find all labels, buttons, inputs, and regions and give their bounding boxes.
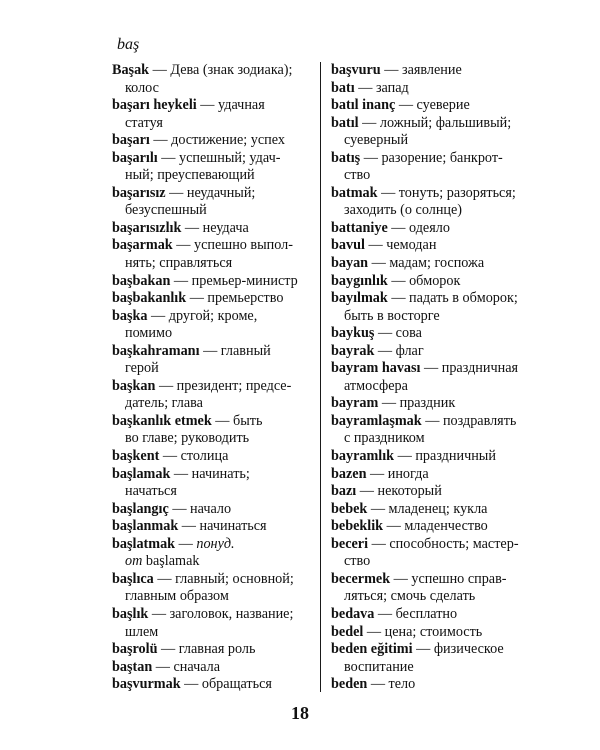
entry-definition: — достижение; успех (149, 132, 285, 149)
entry-definition: — падать в обморок; (387, 290, 518, 307)
entry-headword: başarılı (112, 149, 158, 166)
entry-definition: главным образом (125, 588, 229, 605)
dictionary-entry (331, 290, 536, 325)
entry-definition: — президент; предсе- (155, 377, 292, 394)
entry-grammar-note: от (125, 553, 143, 570)
entry-headword: bazı (331, 483, 357, 500)
entry-definition: — запад (354, 79, 409, 96)
entry-definition: — заявление (380, 62, 462, 78)
dictionary-entry (112, 343, 317, 378)
entry-grammar-note: понуд. (196, 535, 235, 552)
dictionary-entry (331, 483, 536, 501)
entry-headword: bayrak (331, 342, 375, 359)
entry-definition: нять; справляться (125, 255, 233, 272)
entry-headword: beceri (331, 535, 369, 552)
left-column (112, 62, 317, 694)
dictionary-entry (331, 97, 536, 115)
entry-definition: безуспешный (125, 202, 207, 219)
entry-headword: batış (331, 149, 361, 166)
entry-definition: — главная роль (157, 641, 256, 658)
page-number: 18 (291, 703, 309, 723)
entry-definition: колос (125, 79, 159, 96)
entry-headword: becermek (331, 570, 391, 587)
entry-headword: bedel (331, 623, 364, 640)
entry-definition: суеверный (344, 132, 409, 149)
entry-headword: başvuru (331, 62, 381, 78)
entry-headword: bazen (331, 465, 367, 482)
entry-definition: — цена; стоимость (363, 623, 483, 640)
dictionary-entry (331, 395, 536, 413)
entry-definition: герой (125, 360, 159, 377)
entry-definition: — тело (367, 676, 416, 693)
entry-definition: — физическое (412, 641, 504, 658)
entry-headword: bayram (331, 395, 379, 412)
entry-headword: başlangıç (112, 500, 169, 517)
dictionary-entry (331, 448, 536, 466)
dictionary-entry (331, 325, 536, 343)
right-column (331, 62, 536, 694)
entry-definition: — способность; мастер- (368, 535, 519, 552)
dictionary-entry (112, 659, 317, 677)
dictionary-entry (331, 606, 536, 624)
entry-definition: — столица (159, 448, 229, 465)
entry-headword: başlanmak (112, 518, 179, 535)
dictionary-entry (112, 185, 317, 220)
entry-definition: датель; глава (125, 395, 203, 412)
entry-headword: bebek (331, 500, 368, 517)
entry-headword: başbakan (112, 272, 171, 289)
entry-definition: — иногда (366, 465, 429, 482)
entry-definition: — неудача (181, 219, 249, 236)
entry-definition: — другой; кроме, (147, 307, 258, 324)
entry-definition: — младенец; кукла (367, 500, 488, 517)
entry-definition: — некоторый (356, 483, 442, 500)
entry-definition: атмосфера (344, 377, 408, 394)
entry-definition: — чемодан (364, 237, 437, 254)
dictionary-entry (112, 676, 317, 694)
entry-definition: ный; преуспевающий (125, 167, 255, 184)
entry-headword: batıl (331, 114, 359, 131)
entry-definition: — поздравлять (421, 412, 517, 429)
dictionary-entry (331, 641, 536, 676)
entry-definition: ляться; смочь сделать (344, 588, 476, 605)
column-divider (320, 62, 321, 692)
entry-definition: — начинать; (170, 465, 250, 482)
guide-word: baş (117, 36, 140, 53)
dictionary-entry (112, 606, 317, 641)
entry-definition: — премьерство (186, 290, 284, 307)
entry-headword: başlatmak (112, 535, 176, 552)
dictionary-entry (112, 290, 317, 308)
entry-definition: — начало (168, 500, 232, 517)
dictionary-entry (331, 343, 536, 361)
dictionary-entry (112, 150, 317, 185)
dictionary-entry (331, 413, 536, 448)
entry-definition: — (175, 535, 197, 552)
entry-definition: — сова (374, 325, 422, 342)
entry-definition: — разорение; банкрот- (360, 149, 503, 166)
entry-definition: статуя (125, 114, 163, 131)
entry-headword: bayan (331, 255, 369, 272)
entry-headword: başlamak (112, 465, 171, 482)
entry-headword: bedava (331, 605, 375, 622)
entry-headword: başvurmak (112, 676, 181, 693)
entry-headword: baştan (112, 658, 153, 675)
dictionary-entry (331, 115, 536, 150)
dictionary-entry (331, 360, 536, 395)
entry-definition: во главе; руководить (125, 430, 250, 447)
dictionary-entry (112, 220, 317, 238)
entry-headword: başarısız (112, 184, 166, 201)
entry-headword: bayılmak (331, 290, 388, 307)
dictionary-entry (112, 378, 317, 413)
dictionary-entry (112, 237, 317, 272)
entry-definition: — мадам; госпожа (368, 255, 485, 272)
entry-definition: — бесплатно (374, 605, 458, 622)
entry-definition: помимо (125, 325, 173, 342)
dictionary-entry (331, 237, 536, 255)
dictionary-entry (112, 448, 317, 466)
entry-definition: — праздничный (394, 448, 496, 465)
entry-definition: — праздник (378, 395, 456, 412)
dictionary-entry (331, 220, 536, 238)
entry-headword: başrolü (112, 641, 158, 658)
dictionary-entry (112, 641, 317, 659)
entry-headword: batmak (331, 184, 378, 201)
entry-headword: bayramlaşmak (331, 412, 422, 429)
entry-definition: ство (344, 167, 371, 184)
entry-definition: — обращаться (180, 676, 272, 693)
entry-headword: başarısızlık (112, 219, 182, 236)
dictionary-entry (331, 273, 536, 291)
entry-headword: başkan (112, 377, 156, 394)
entry-definition: начаться (125, 483, 177, 500)
entry-headword: başarı heykeli (112, 97, 197, 114)
dictionary-entry (331, 676, 536, 694)
entry-headword: batı (331, 79, 355, 96)
dictionary-entry (331, 150, 536, 185)
dictionary-entry (331, 624, 536, 642)
dictionary-entry (112, 97, 317, 132)
entry-definition: заходить (о солнце) (344, 202, 463, 219)
entry-definition: — флаг (374, 342, 424, 359)
entry-headword: bayramlık (331, 448, 395, 465)
dictionary-entry (331, 255, 536, 273)
dictionary-entry (331, 501, 536, 519)
entry-headword: beden eğitimi (331, 641, 413, 658)
entry-definition: — обморок (387, 272, 461, 289)
entry-headword: baygınlık (331, 272, 388, 289)
entry-definition: — ложный; фальшивый; (358, 114, 512, 131)
entry-headword: başkent (112, 448, 160, 465)
dictionary-entry (331, 536, 536, 571)
entry-headword: başlıca (112, 570, 154, 587)
entry-definition: — Дева (знак зодиака); (149, 62, 293, 78)
entry-headword: başka (112, 307, 148, 324)
dictionary-entry (331, 62, 536, 80)
entry-definition: с праздником (344, 430, 425, 447)
dictionary-entry (331, 571, 536, 606)
entry-definition: — суеверие (395, 97, 470, 114)
entry-definition: — премьер-министр (170, 272, 298, 289)
entry-definition: — успешно выпол- (172, 237, 293, 254)
dictionary-entry (331, 518, 536, 536)
entry-headword: başarmak (112, 237, 173, 254)
entry-definition: шлем (125, 623, 159, 640)
dictionary-entry (112, 132, 317, 150)
dictionary-entry (112, 466, 317, 501)
entry-headword: başkanlık etmek (112, 412, 212, 429)
entry-headword: bavul (331, 237, 365, 254)
entry-definition: — удачная (196, 97, 265, 114)
entry-headword: bebeklik (331, 518, 384, 535)
entry-headword: başkahramanı (112, 342, 200, 359)
dictionary-entry (112, 273, 317, 291)
dictionary-entry (331, 466, 536, 484)
entry-definition: — одеяло (387, 219, 450, 236)
entry-headword: başlık (112, 605, 149, 622)
entry-headword: batıl inanç (331, 97, 396, 114)
entry-definition: — быть (211, 412, 263, 429)
entry-definition: — тонуть; разоряться; (377, 184, 516, 201)
entry-definition: — праздничная (420, 360, 519, 377)
entry-definition: — главный (199, 342, 271, 359)
dictionary-entry (112, 518, 317, 536)
entry-headword: beden (331, 676, 368, 693)
entry-definition: — успешный; удач- (157, 149, 281, 166)
entry-headword: bayram havası (331, 360, 421, 377)
entry-headword: battaniye (331, 219, 388, 236)
dictionary-entry (112, 62, 317, 97)
entry-definition: — сначала (152, 658, 221, 675)
entry-definition: быть в восторге (344, 307, 440, 324)
entry-headword: başarı (112, 132, 150, 149)
entry-headword: Başak (112, 62, 150, 78)
dictionary-entry (112, 308, 317, 343)
entry-definition: — главный; основной; (153, 570, 294, 587)
dictionary-entry (331, 80, 536, 98)
entry-reference: başlamak (142, 553, 200, 570)
dictionary-entry (112, 413, 317, 448)
dictionary-entry (112, 571, 317, 606)
entry-definition: ство (344, 553, 371, 570)
dictionary-entry (112, 536, 317, 571)
entry-headword: baykuş (331, 325, 375, 342)
entry-definition: воспитание (344, 658, 414, 675)
entry-definition: — начинаться (178, 518, 267, 535)
entry-definition: — заголовок, название; (148, 605, 294, 622)
entry-definition: — неудачный; (165, 184, 256, 201)
entry-headword: başbakanlık (112, 290, 187, 307)
entry-definition: — успешно справ- (390, 570, 507, 587)
dictionary-entry (112, 501, 317, 519)
dictionary-entry (331, 185, 536, 220)
entry-definition: — младенчество (383, 518, 488, 535)
